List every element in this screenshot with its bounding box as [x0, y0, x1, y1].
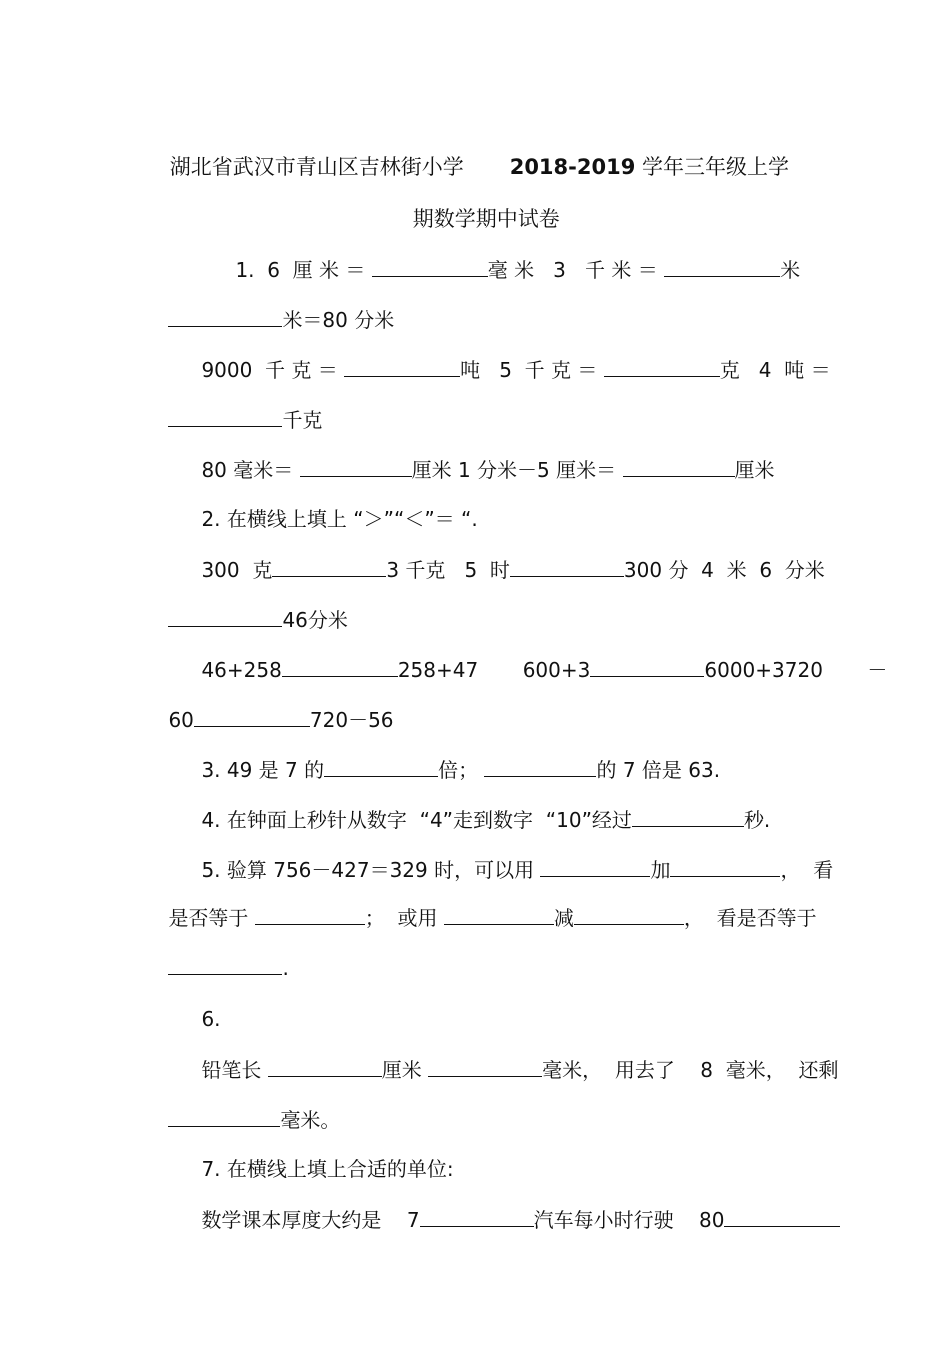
q3-text: 3. 49 是 7 的	[201, 758, 325, 782]
q5-text: 是否等于	[168, 906, 249, 930]
q5-text: 5. 验算 756－427＝329 时，可以用	[201, 858, 535, 882]
answer-blank[interactable]	[168, 406, 282, 427]
answer-blank[interactable]	[300, 456, 412, 477]
q4-text: 4. 在钟面上秒针从数字 “4”走到数字 “10”经过	[201, 808, 632, 832]
q5-text: .	[282, 956, 289, 980]
q2-text: 60	[168, 708, 194, 732]
q6-text: 毫米， 用去了 8 毫米， 还剩	[542, 1058, 839, 1082]
answer-blank[interactable]	[168, 954, 282, 975]
q2-text: 3 千克 5 时	[386, 558, 510, 582]
q1-text: 米	[780, 258, 801, 282]
q2-text: 46分米	[282, 608, 348, 632]
school-year: 2018-2019	[509, 155, 636, 179]
q2-text: 300 克	[201, 558, 273, 582]
q1-text: 克 4 吨 ＝	[719, 358, 831, 382]
answer-blank[interactable]	[590, 656, 704, 677]
title-term: 学年三年级上学	[642, 155, 790, 179]
q3-text: 倍；	[438, 758, 479, 782]
q7-line-a	[176, 1180, 840, 1259]
q1-text: 毫 米 3 千 米 ＝	[487, 258, 658, 282]
answer-blank[interactable]	[510, 556, 624, 577]
answer-blank[interactable]	[484, 756, 596, 777]
q5-text: 加	[650, 858, 671, 882]
q1-text: 1. 6 厘 米 ＝	[235, 258, 366, 282]
q1-text: 80 毫米＝	[201, 458, 294, 482]
answer-blank[interactable]	[604, 356, 720, 377]
q2-heading-text: 2. 在横线上填上 “＞”“＜”＝ “.	[201, 507, 478, 531]
q1-text: 千克	[282, 408, 323, 432]
q1-text: 厘米 1 分米－5 厘米＝	[411, 458, 617, 482]
q5-text: ； 或用	[364, 906, 438, 930]
answer-blank[interactable]	[664, 256, 780, 277]
q4-text: 秒.	[743, 808, 771, 832]
answer-blank[interactable]	[444, 904, 554, 925]
answer-blank[interactable]	[623, 456, 735, 477]
answer-blank[interactable]	[372, 256, 488, 277]
answer-blank[interactable]	[272, 556, 386, 577]
answer-blank[interactable]	[724, 1206, 840, 1227]
q7-heading-text: 7. 在横线上填上合适的单位:	[201, 1157, 454, 1181]
answer-blank[interactable]	[324, 756, 438, 777]
answer-blank[interactable]	[194, 706, 310, 727]
q2-text: 300 分 4 米 6 分米	[623, 558, 825, 582]
answer-blank[interactable]	[670, 856, 780, 877]
q2-text: 46+258	[201, 658, 282, 682]
answer-blank[interactable]	[344, 356, 460, 377]
q7-text: 汽车每小时行驶 80	[533, 1208, 725, 1232]
q6-text: 毫米。	[280, 1108, 341, 1132]
q2-text: 6000+3720 －	[704, 658, 888, 682]
q2-text: 720－56	[309, 708, 394, 732]
q6-text: 6.	[201, 1007, 221, 1031]
q2-text: 258+47 600+3	[397, 658, 591, 682]
exam-title-name: 期数学期中试卷	[412, 207, 560, 231]
answer-blank[interactable]	[420, 1206, 534, 1227]
q5-text: ， 看是否等于	[683, 906, 817, 930]
answer-blank[interactable]	[540, 856, 650, 877]
q1-text: 吨 5 千 克 ＝	[460, 358, 598, 382]
q1-text: 米＝80 分米	[282, 308, 395, 332]
q1-text: 厘米	[734, 458, 775, 482]
answer-blank[interactable]	[632, 806, 744, 827]
answer-blank[interactable]	[268, 1056, 382, 1077]
q6-text: 铅笔长	[201, 1058, 262, 1082]
answer-blank[interactable]	[428, 1056, 542, 1077]
q5-text: ， 看	[780, 858, 834, 882]
q5-text: 减	[553, 906, 574, 930]
q7-text: 数学课本厚度大约是 7	[201, 1208, 420, 1232]
answer-blank[interactable]	[282, 656, 398, 677]
answer-blank[interactable]	[168, 1106, 280, 1127]
school-name: 湖北省武汉市青山区吉林街小学	[169, 155, 464, 179]
q3-text: 的 7 倍是 63.	[596, 758, 721, 782]
answer-blank[interactable]	[574, 904, 684, 925]
answer-blank[interactable]	[168, 306, 282, 327]
q6-text: 厘米	[381, 1058, 422, 1082]
q1-text: 9000 千 克 ＝	[201, 358, 338, 382]
answer-blank[interactable]	[255, 904, 365, 925]
answer-blank[interactable]	[168, 606, 282, 627]
